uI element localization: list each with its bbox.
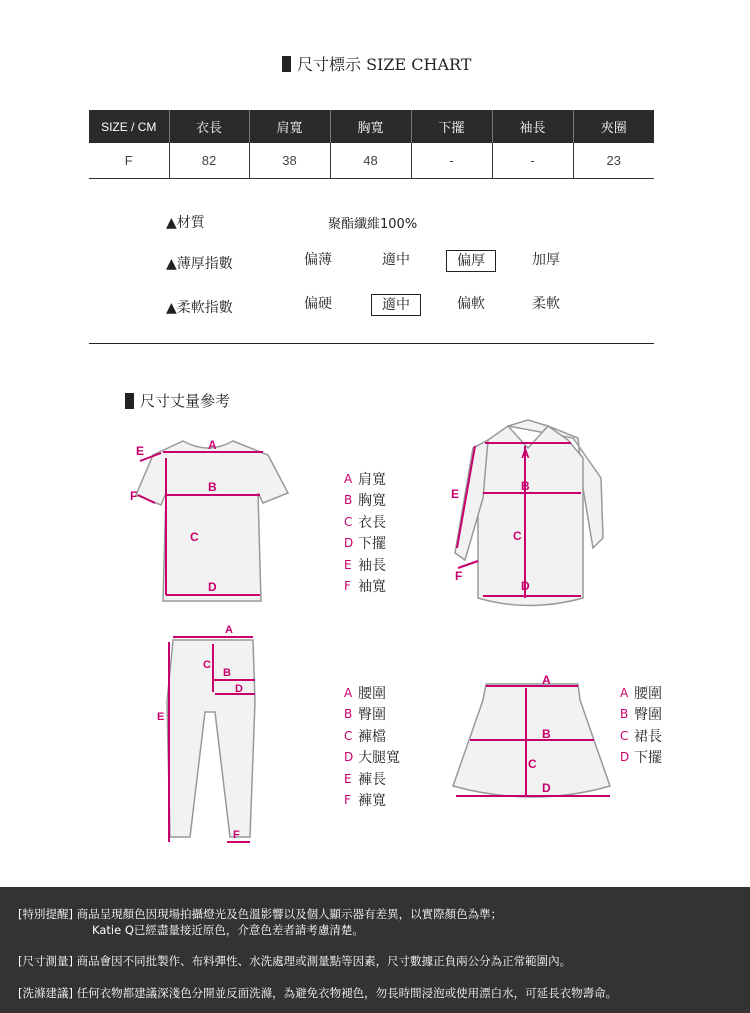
shirt-letter-f: F [455, 569, 463, 583]
softness-option: 適中 [371, 294, 421, 316]
pants-letter-a: A [225, 624, 233, 636]
size-table-header-cell: 胸寬 [330, 110, 411, 143]
tshirt-letter-f: F [130, 489, 138, 503]
legend-item [344, 576, 386, 598]
size-table-cell: 48 [330, 143, 411, 178]
pants-letter-e: E [157, 711, 165, 723]
legend-text: 褲檔 [358, 728, 386, 745]
pants-letter-b: B [223, 667, 231, 679]
pants-legend [344, 682, 400, 811]
size-table-header [89, 110, 654, 143]
legend-item [344, 747, 400, 769]
tshirt-letter-d: D [208, 580, 217, 594]
thickness-option: 偏薄 [304, 252, 332, 268]
legend-letter: F [344, 793, 351, 808]
legend-text: 褲長 [358, 771, 386, 788]
legend-letter: D [344, 750, 354, 765]
legend-text: 衣長 [358, 514, 386, 531]
measure-title [125, 390, 230, 411]
legend-letter: D [620, 750, 630, 765]
legend-item [344, 533, 386, 555]
legend-item [344, 768, 400, 790]
shirt-letter-d: D [521, 579, 530, 593]
material-value: 聚酯纖維100% [328, 217, 418, 232]
size-table-cell: - [411, 143, 492, 178]
legend-text: 臀圍 [358, 707, 386, 724]
pants-letter-c: C [203, 659, 211, 671]
softness-option: 偏軟 [457, 296, 485, 312]
legend-item [620, 747, 662, 769]
legend-text: 袖長 [358, 557, 386, 574]
footer-notes [0, 887, 750, 1013]
legend-text: 袖寬 [358, 579, 386, 596]
size-table-cell: 38 [249, 143, 330, 178]
tshirt-letter-c: C [190, 530, 199, 544]
skirt-letter-c: C [528, 757, 537, 771]
legend-letter: E [344, 771, 352, 786]
thickness-options [0, 250, 750, 274]
legend-letter: A [344, 685, 353, 700]
thickness-option: 加厚 [532, 252, 560, 268]
size-table [89, 110, 654, 179]
section-divider [89, 343, 654, 344]
size-table-cell: 82 [169, 143, 249, 178]
skirt-legend [620, 682, 662, 768]
legend-letter: C [620, 728, 629, 743]
softness-options [0, 294, 750, 318]
legend-text: 肩寬 [358, 471, 386, 488]
size-table-body [89, 143, 654, 178]
shirt-letter-e: E [451, 487, 460, 501]
footer-note-color: [特別提醒] 商品呈現顏色因現場拍攝燈光及色溫影響以及個人顯示器有差異，以實際顏色為準； [18, 907, 503, 921]
size-table-header-cell: 肩寬 [249, 110, 330, 143]
legend-item [344, 790, 400, 812]
softness-label: ▲柔軟指數 [166, 300, 233, 316]
legend-letter: C [344, 514, 353, 529]
legend-letter: B [344, 493, 353, 508]
legend-item [344, 704, 400, 726]
size-chart-title-text: 尺寸標示 SIZE CHART [297, 55, 472, 74]
shirt-letter-a: A [521, 447, 530, 461]
shirt-letter-b: B [521, 479, 530, 493]
legend-item [620, 725, 662, 747]
footer-note-measure: [尺寸測量] 商品會因不同批製作、布料彈性、水洗處理或測量點等因素，尺寸數據正負兩公分為正常範圍內。 [18, 954, 572, 968]
shirt-letter-c: C [513, 529, 522, 543]
legend-item [344, 511, 386, 533]
legend-item [344, 468, 386, 490]
skirt-letter-a: A [542, 673, 551, 687]
shirt-diagram [443, 418, 618, 618]
size-table-header-cell: 衣長 [169, 110, 249, 143]
size-table-cell: 23 [573, 143, 654, 178]
size-chart-title [282, 52, 471, 75]
size-table-header-cell: 夾圈 [573, 110, 654, 143]
legend-text: 胸寬 [358, 493, 386, 510]
skirt-letter-b: B [542, 727, 551, 741]
legend-item [344, 682, 400, 704]
thickness-option: 適中 [382, 252, 410, 268]
legend-item [344, 490, 386, 512]
legend-letter: B [620, 707, 629, 722]
tshirt-letter-b: B [208, 480, 217, 494]
legend-letter: C [344, 728, 353, 743]
size-table-header-cell: 下擺 [411, 110, 492, 143]
tshirt-diagram [128, 433, 308, 609]
table-row [89, 143, 654, 178]
legend-letter: A [344, 471, 353, 486]
tshirt-shape [136, 441, 288, 601]
legend-text: 臀圍 [634, 707, 662, 724]
thickness-option: 偏厚 [446, 250, 496, 272]
legend-text: 下擺 [634, 750, 662, 767]
legend-item [344, 725, 400, 747]
pants-letter-f: F [233, 829, 240, 841]
shirt-body-shape [478, 426, 583, 606]
legend-text: 大腿寬 [358, 750, 400, 767]
pants-diagram [155, 622, 265, 847]
size-table-header-cell: SIZE / CM [89, 110, 169, 143]
tshirt-letter-a: A [208, 438, 217, 452]
legend-letter: A [620, 685, 629, 700]
legend-item [620, 682, 662, 704]
tshirt-legend [344, 468, 386, 597]
legend-item [344, 554, 386, 576]
softness-option: 柔軟 [532, 296, 560, 312]
skirt-letter-d: D [542, 781, 551, 795]
pants-shape [167, 640, 255, 837]
legend-item [620, 704, 662, 726]
title-bar-icon [282, 56, 291, 72]
subtitle-bar-icon [125, 393, 134, 409]
legend-letter: D [344, 536, 354, 551]
footer-note-color-2: Katie Q已經盡量接近原色，介意色差者請考慮清楚。 [92, 923, 364, 937]
material-label: ▲材質 [166, 215, 205, 231]
legend-text: 腰圍 [358, 685, 386, 702]
size-table-cell: - [492, 143, 573, 178]
softness-option: 偏硬 [304, 296, 332, 312]
legend-letter: B [344, 707, 353, 722]
legend-text: 裙長 [634, 728, 662, 745]
legend-letter: E [344, 557, 352, 572]
skirt-diagram [448, 668, 623, 808]
size-table-header-cell: 袖長 [492, 110, 573, 143]
legend-text: 褲寬 [358, 793, 386, 810]
pants-letter-d: D [235, 683, 243, 695]
tshirt-letter-e: E [136, 444, 145, 458]
footer-note-wash: [洗滌建議] 任何衣物都建議深淺色分開並反面洗滌，為避免衣物褪色，勿長時間浸泡或使用漂白水，可延長衣物壽命。 [18, 986, 618, 1000]
legend-text: 下擺 [358, 536, 386, 553]
thickness-label: ▲薄厚指數 [166, 256, 233, 272]
legend-letter: F [344, 579, 351, 594]
legend-text: 腰圍 [634, 685, 662, 702]
size-table-cell: F [89, 143, 169, 178]
measure-title-text: 尺寸丈量參考 [140, 392, 231, 410]
